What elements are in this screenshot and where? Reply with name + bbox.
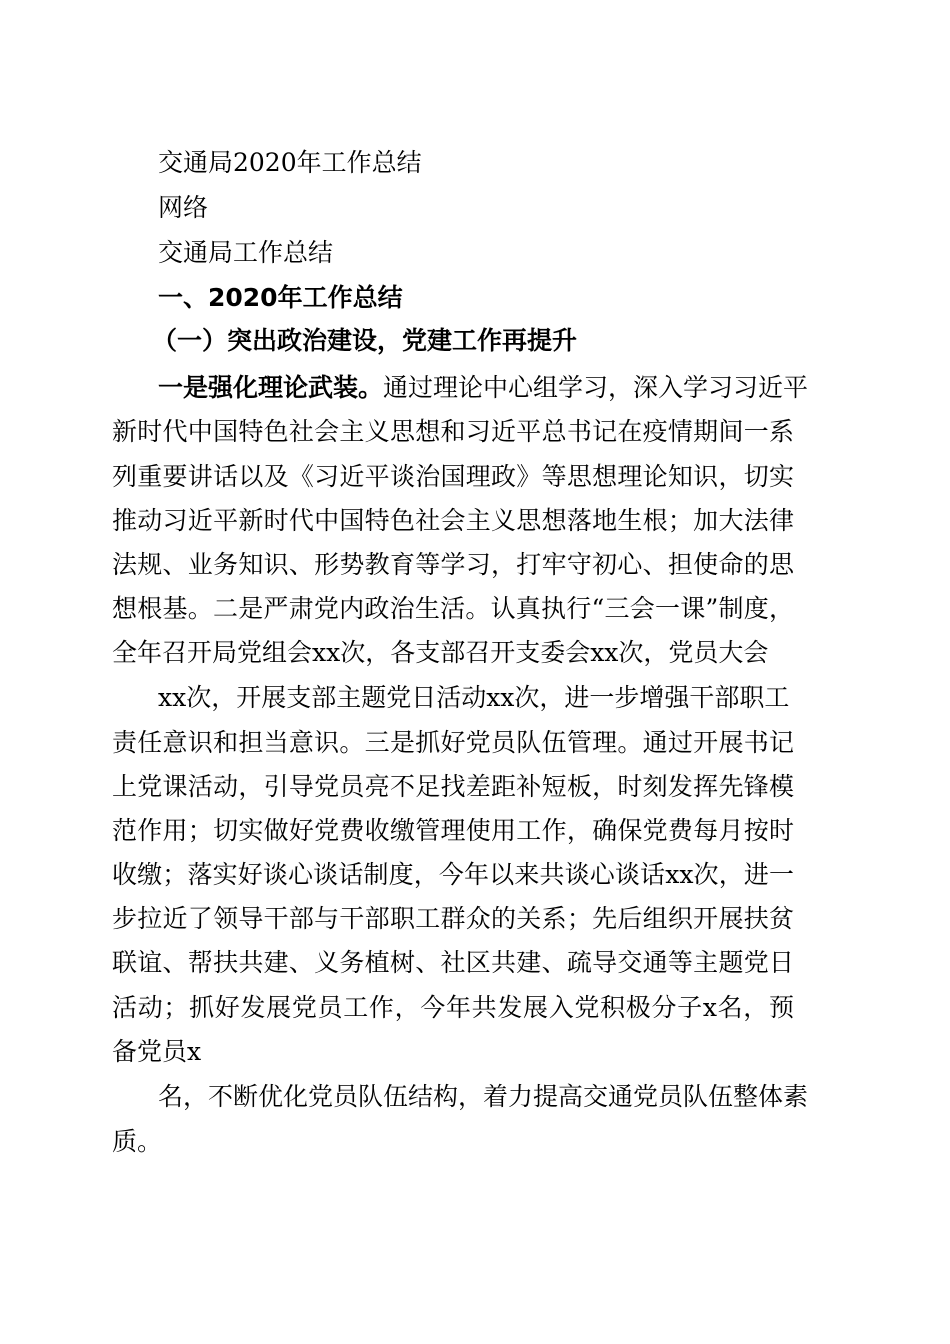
paragraph-2-line-8: 活动；抓好发展党员工作，今年共发展入党积极分子x名，预 [112, 993, 794, 1022]
paragraph-1-line-4: 推动习近平新时代中国特色社会主义思想落地生根；加大法律 [112, 506, 794, 535]
paragraph-1-line-5: 法规、业务知识、形势教育等学习，打牢守初心、担使命的思 [112, 550, 794, 579]
subsection-heading: （一）突出政治建设，党建工作再提升 [152, 326, 578, 355]
paragraph-2-line-7: 联谊、帮扶共建、义务植树、社区共建、疏导交通等主题党日 [112, 948, 794, 977]
paragraph-1-line-6: 想根基。二是严肃党内政治生活。认真执行“三会一课”制度， [112, 594, 794, 623]
document-source: 网络 [158, 193, 209, 222]
paragraph-1-lead: 一是强化理论武装。 [158, 373, 384, 402]
document-title: 交通局2020年工作总结 [158, 148, 422, 177]
paragraph-2-line-9: 备党员x [112, 1037, 202, 1066]
paragraph-2-line-3: 上党课活动，引导党员亮不足找差距补短板，时刻发挥先锋模 [112, 772, 794, 801]
paragraph-2-line-1: xx次，开展支部主题党日活动xx次，进一步增强干部职工 [158, 683, 790, 712]
paragraph-1-line-7: 全年召开局党组会xx次，各支部召开支委会xx次，党员大会 [112, 638, 769, 667]
section-heading: 一、2020年工作总结 [158, 283, 403, 312]
paragraph-1-line-1 [158, 373, 808, 403]
paragraph-1-line-2: 新时代中国特色社会主义思想和习近平总书记在疫情期间一系 [112, 417, 794, 446]
document-subtitle: 交通局工作总结 [158, 238, 334, 267]
paragraph-2-line-4: 范作用；切实做好党费收缴管理使用工作，确保党费每月按时 [112, 816, 794, 845]
paragraph-3-line-2: 质。 [112, 1127, 163, 1156]
paragraph-2-line-5: 收缴；落实好谈心谈话制度，今年以来共谈心谈话xx次，进一 [112, 860, 794, 889]
paragraph-1-line-1-text: 通过理论中心组学习，深入学习习近平 [383, 373, 809, 402]
paragraph-2-line-2: 责任意识和担当意识。三是抓好党员队伍管理。通过开展书记 [112, 728, 794, 757]
paragraph-2-line-6: 步拉近了领导干部与干部职工群众的关系；先后组织开展扶贫 [112, 904, 794, 933]
paragraph-3-line-1: 名，不断优化党员队伍结构，着力提高交通党员队伍整体素 [158, 1082, 809, 1111]
paragraph-1-line-3: 列重要讲话以及《习近平谈治国理政》等思想理论知识，切实 [112, 462, 794, 491]
